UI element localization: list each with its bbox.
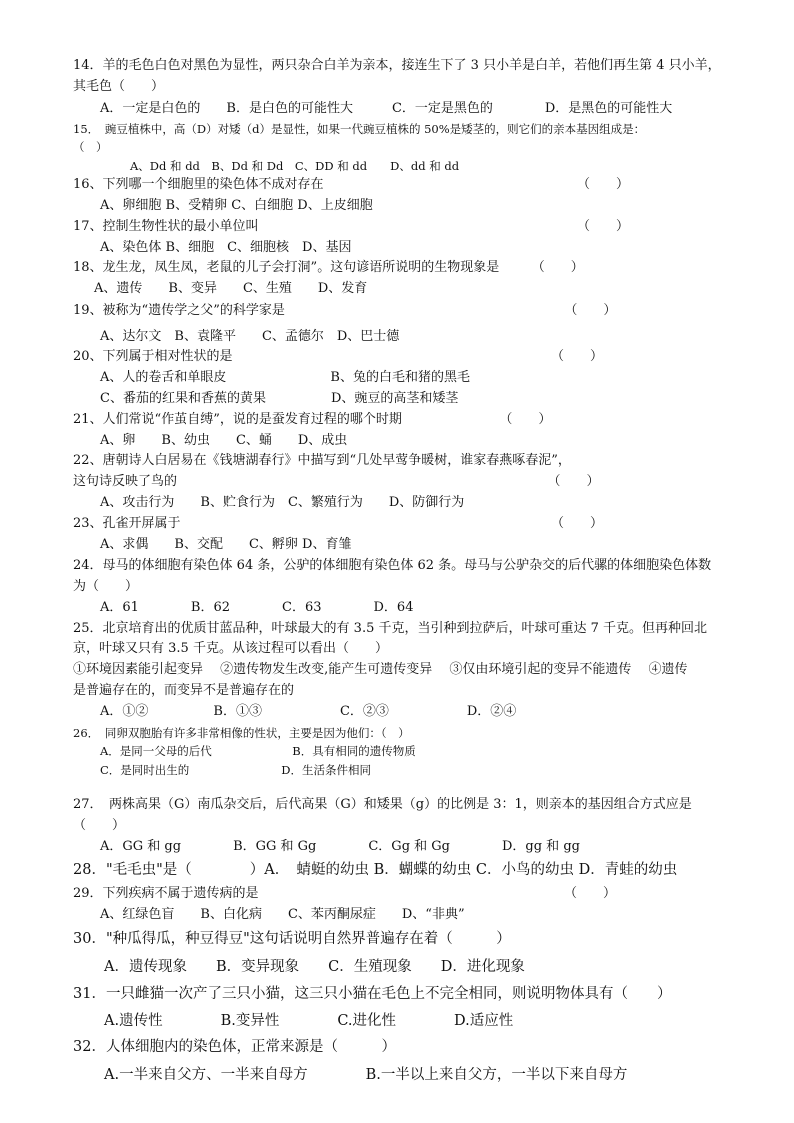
q22-options: A、攻击行为 B、贮食行为 C、繁殖行为 D、防御行为 [100, 495, 465, 510]
q29-options: A、红绿色盲 B、白化病 C、苯丙酮尿症 D、“非典” [100, 907, 465, 922]
q20-stem: 20、下列属于相对性状的是 （ ） [73, 349, 604, 364]
q27-options: A．GG 和 gg B．GG 和 Gg C．Gg 和 Gg D．gg 和 gg [100, 839, 580, 854]
q32-stem: 32．人体细胞内的染色体，正常来源是（ ） [73, 1039, 396, 1055]
q26-stem: 26． 同卵双胞胎有许多非常相像的性状，主要是因为他们：（ ） [73, 726, 410, 740]
q17-options: A、染色体 B、细胞 C、细胞核 D、基因 [100, 240, 352, 255]
q31-stem: 31．一只雌猫一次产了三只小猫，这三只小猫在毛色上不完全相同，则说明物体具有（ ） [73, 986, 672, 1002]
q25-options: A．①② B．①③ C．②③ D．②④ [100, 704, 517, 719]
q15-options: A、Dd 和 dd B、Dd 和 Dd C、DD 和 dd D、dd 和 dd [130, 159, 460, 173]
q23-options: A、求偶 B、交配 C、孵卵 D、育雏 [100, 537, 352, 552]
q25-stem-line-1: 25．北京培育出的优质甘蓝品种，叶球最大的有 3.5 千克，当引种到拉萨后，叶球可重达 7 千克。但再种回北 [73, 621, 708, 636]
q25-stem-line-2: 京，叶球又只有 3.5 千克。从该过程可以看出（ ） [73, 641, 388, 656]
q32-options: A.一半来自父方、一半来自母方 B.一半以上来自父方，一半以下来自母方 [104, 1067, 628, 1083]
q26-options-line-2: C．是同时出生的 D．生活条件相同 [100, 763, 372, 777]
q19-stem: 19、被称为“遗传学之父”的科学家是 （ ） [73, 303, 617, 318]
q27-stem-line-2: （ ） [73, 818, 126, 833]
q14-stem-line-2: 其毛色（ ） [73, 79, 165, 94]
q27-stem-line-1: 27． 两株高果（G）南瓜杂交后，后代高果（G）和矮果（g）的比例是 3：1，则亲本的基因组合方式应是 [73, 797, 692, 812]
q18-options: A、遗传 B、变异 C、生殖 D、发育 [94, 281, 368, 296]
q22-stem-line-1: 22、唐朝诗人白居易在《钱塘湖春行》中描写到“几处早莺争暖树，谁家春燕啄春泥”， [73, 453, 571, 468]
q25-stem-line-3: ①环境因素能引起变异 ②遗传物发生改变,能产生可遗传变异 ③仅由环境引起的变异不能遗传 ④遗传 [73, 662, 688, 677]
q26-options-line-1: A．是同一父母的后代 B．具有相同的遗传物质 [100, 744, 416, 758]
q22-stem-line-2: 这句诗反映了鸟的 （ ） [73, 474, 600, 489]
q21-options: A、卵 B、幼虫 C、蛹 D、成虫 [100, 433, 348, 448]
q30-options: A．遗传现象 B．变异现象 C．生殖现象 D．进化现象 [104, 959, 525, 975]
q24-stem-line-1: 24．母马的体细胞有染色体 64 条，公驴的体细胞有染色体 62 条。母马与公驴杂交的后代骡的体细胞染色体数 [73, 558, 712, 573]
q15-stem-line-2: （ ） [73, 140, 108, 154]
q15-stem-line-1: 15． 豌豆植株中，高（D）对矮（d）是显性，如果一代豌豆植株的 50%是矮茎的，则它们的亲本基因组成是： [73, 122, 646, 136]
q25-stem-line-4: 是普遍存在的，而变异不是普遍存在的 [73, 683, 295, 698]
q14-options: A．一定是白色的 B．是白色的可能性大 C．一定是黑色的 D．是黑色的可能性大 [100, 101, 673, 116]
q19-options: A、达尔文 B、袁隆平 C、孟德尔 D、巴士德 [100, 329, 400, 344]
q24-options: A．61 B．62 C．63 D．64 [100, 600, 414, 615]
q21-stem: 21、人们常说“作茧自缚”，说的是蚕发育过程的哪个时期 （ ） [73, 412, 552, 427]
q30-stem: 30．"种瓜得瓜，种豆得豆"这句话说明自然界普遍存在着（ ） [73, 931, 511, 947]
q31-options: A.遗传性 B.变异性 C.进化性 D.适应性 [104, 1013, 514, 1029]
q28-stem: 28．"毛毛虫"是（ ）A． 蜻蜓的幼虫 B．蝴蝶的幼虫 C．小鸟的幼虫 D．青蛙的幼虫 [73, 862, 678, 878]
q16-stem: 16、下列哪一个细胞里的染色体不成对存在 （ ） [73, 177, 630, 192]
q23-stem: 23、孔雀开屏属于 （ ） [73, 516, 604, 531]
q14-stem-line-1: 14．羊的毛色白色对黑色为显性，两只杂合白羊为亲本，接连生下了 3 只小羊是白羊，若他们再生第 4 只小羊， [73, 58, 721, 73]
q17-stem: 17、控制生物性状的最小单位叫 （ ） [73, 219, 630, 234]
q29-stem: 29．下列疾病不属于遗传病的是 （ ） [73, 886, 617, 901]
q24-stem-line-2: 为（ ） [73, 579, 139, 594]
q20-options-line-1: A、人的卷舌和单眼皮 B、兔的白毛和猪的黑毛 [100, 370, 470, 385]
q18-stem: 18、龙生龙，凤生凤，老鼠的儿子会打洞”。这句谚语所说明的生物现象是 （ ） [73, 260, 584, 275]
q20-options-line-2: C、番茄的红果和香蕉的黄果 D、豌豆的高茎和矮茎 [100, 391, 459, 406]
q16-options: A、卵细胞 B、受精卵 C、白细胞 D、上皮细胞 [100, 198, 373, 213]
